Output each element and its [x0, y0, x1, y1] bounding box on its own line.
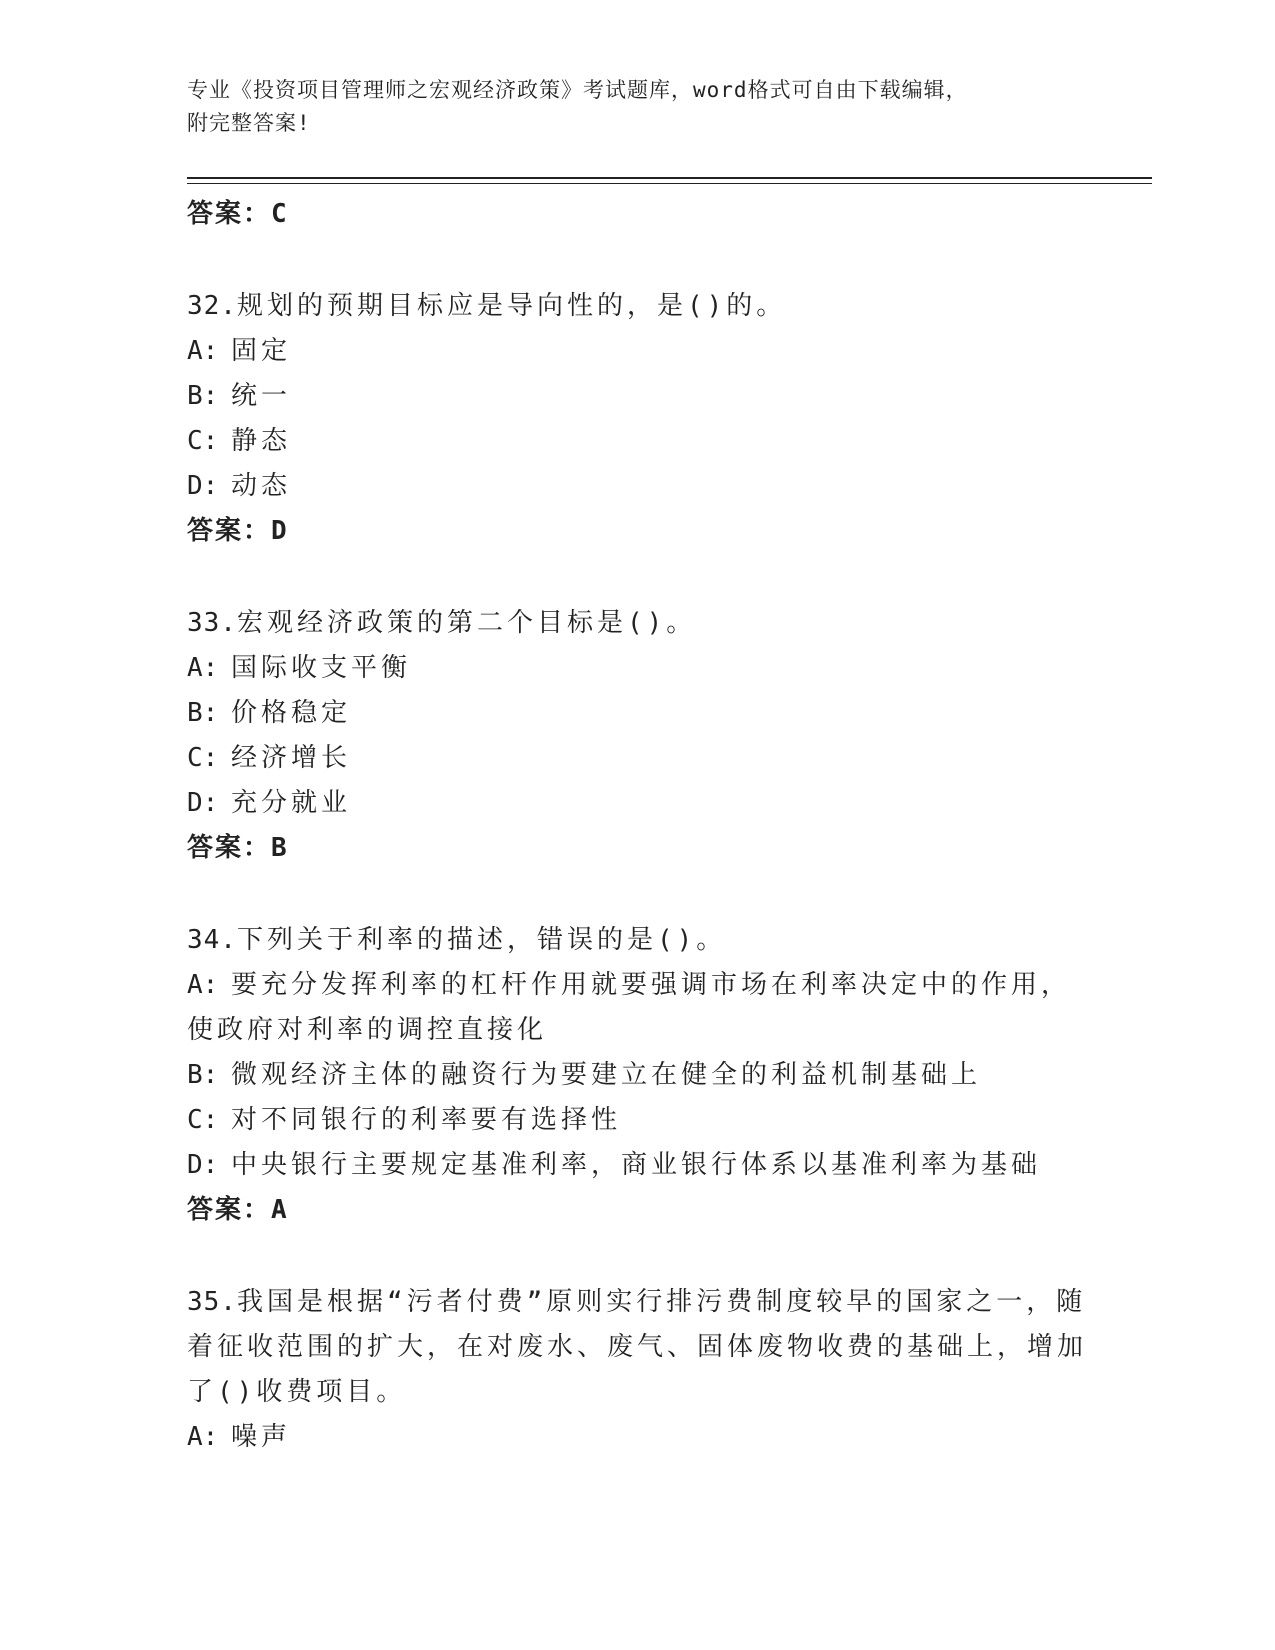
- option-d: [187, 464, 1087, 509]
- option-letter: D:: [187, 471, 219, 501]
- option-b: [187, 374, 1087, 419]
- question-text: 规划的预期目标应是导向性的，是()的。: [236, 291, 787, 321]
- option-letter: C:: [187, 1105, 219, 1135]
- question-list: [187, 192, 1087, 1460]
- question-number: 32.: [187, 291, 237, 321]
- option-a: [187, 329, 1087, 374]
- question-text: 下列关于利率的描述，错误的是()。: [236, 925, 727, 955]
- answer-value: B: [271, 833, 289, 863]
- option-letter: B:: [187, 1060, 219, 1090]
- option-letter: A:: [187, 970, 219, 1000]
- answer-value: C: [271, 199, 289, 229]
- option-d: [187, 781, 1087, 826]
- option-text: 静态: [231, 426, 292, 456]
- option-a: [187, 963, 1087, 1053]
- header-rule-thin: [187, 183, 1152, 184]
- question-text: 我国是根据“污者付费”原则实行排污费制度较早的国家之一，随着征收范围的扩大，在对废水、废气、固体废物收费的基础上，增加了()收费项目。: [187, 1287, 1088, 1407]
- option-text: 统一: [231, 381, 292, 411]
- question-text: 宏观经济政策的第二个目标是()。: [236, 608, 697, 638]
- option-letter: A:: [187, 1422, 219, 1452]
- option-letter: D:: [187, 1150, 219, 1180]
- option-b: [187, 1053, 1087, 1098]
- option-letter: A:: [187, 336, 219, 366]
- option-b: [187, 691, 1087, 736]
- question-32: [187, 284, 1087, 329]
- question-number: 35.: [187, 1287, 237, 1317]
- option-a: [187, 1415, 1087, 1460]
- answer-label: 答案：: [187, 516, 272, 546]
- option-text: 要充分发挥利率的杠杆作用就要强调市场在利率决定中的作用，使政府对利率的调控直接化: [187, 970, 1072, 1045]
- answer-line: [187, 1188, 1087, 1233]
- option-letter: D:: [187, 788, 219, 818]
- option-letter: A:: [187, 653, 219, 683]
- option-c: [187, 1098, 1087, 1143]
- option-text: 对不同银行的利率要有选择性: [231, 1105, 622, 1135]
- option-text: 动态: [231, 471, 292, 501]
- question-34: [187, 918, 1087, 963]
- header-line-2: 附完整答案!: [187, 111, 311, 135]
- option-letter: C:: [187, 743, 219, 773]
- answer-line: [187, 509, 1087, 554]
- answer-label: 答案：: [187, 199, 272, 229]
- question-number: 34.: [187, 925, 237, 955]
- question-number: 33.: [187, 608, 237, 638]
- answer-value: D: [271, 516, 289, 546]
- option-text: 充分就业: [231, 788, 352, 818]
- answer-label: 答案：: [187, 1195, 272, 1225]
- document-header: [187, 74, 1067, 140]
- answer-value: A: [271, 1195, 289, 1225]
- option-text: 噪声: [231, 1422, 292, 1452]
- option-text: 国际收支平衡: [231, 653, 412, 683]
- option-d: [187, 1143, 1087, 1188]
- option-text: 固定: [231, 336, 292, 366]
- option-letter: B:: [187, 698, 219, 728]
- option-c: [187, 419, 1087, 464]
- option-text: 中央银行主要规定基准利率，商业银行体系以基准利率为基础: [231, 1150, 1042, 1180]
- option-text: 经济增长: [231, 743, 352, 773]
- option-a: [187, 646, 1087, 691]
- header-line-1: 专业《投资项目管理师之宏观经济政策》考试题库，word格式可自由下载编辑，: [187, 78, 968, 102]
- question-33: [187, 601, 1087, 646]
- option-text: 微观经济主体的融资行为要建立在健全的利益机制基础上: [231, 1060, 982, 1090]
- option-letter: C:: [187, 426, 219, 456]
- option-text: 价格稳定: [231, 698, 352, 728]
- question-35: [187, 1280, 1087, 1415]
- header-rule-thick: [187, 177, 1152, 179]
- answer-label: 答案：: [187, 833, 272, 863]
- answer-line: [187, 826, 1087, 871]
- option-c: [187, 736, 1087, 781]
- option-letter: B:: [187, 381, 219, 411]
- answer-line: [187, 192, 1087, 237]
